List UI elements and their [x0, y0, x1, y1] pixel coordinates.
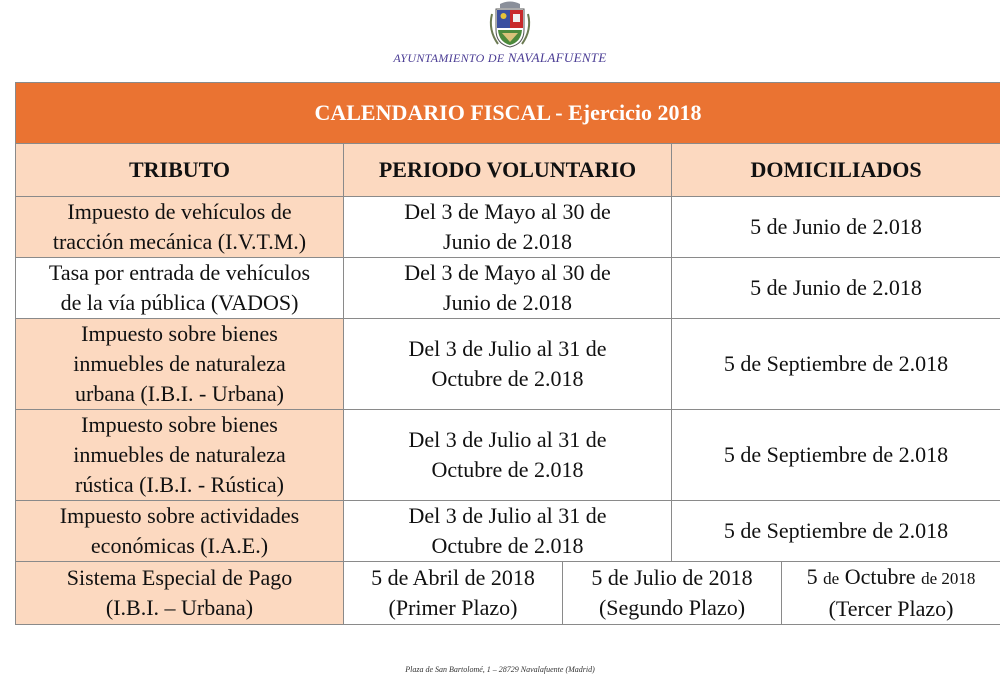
- plazo-label: (Segundo Plazo): [598, 595, 746, 620]
- tributo-line: inmuebles de naturaleza: [73, 351, 286, 376]
- footer-address: Plaza de San Bartolomé, 1 – 28729 Navalafuente (Madrid): [405, 665, 595, 674]
- plazo3-part: de: [823, 569, 840, 588]
- domiciliados-cell: 5 de Septiembre de 2.018: [672, 319, 1000, 410]
- tributo-cell: [16, 258, 344, 319]
- periodo-cell: [344, 410, 672, 501]
- domiciliados-cell: 5 de Junio de 2.018: [672, 197, 1000, 258]
- tributo-cell: [16, 197, 344, 258]
- tributo-line: urbana (I.B.I. - Urbana): [75, 381, 284, 406]
- tributo-line: rústica (I.B.I. - Rústica): [75, 472, 284, 497]
- column-header-periodo: PERIODO VOLUNTARIO: [344, 144, 672, 197]
- periodo-line: Octubre de 2.018: [431, 366, 584, 391]
- tributo-line: Impuesto sobre actividades: [59, 503, 300, 528]
- domiciliados-cell: 5 de Septiembre de 2.018: [672, 501, 1000, 562]
- domiciliados-cell: 5 de Junio de 2.018: [672, 258, 1000, 319]
- periodo-cell: [344, 501, 672, 562]
- periodo-cell: [344, 197, 672, 258]
- plazo-1-cell: [344, 562, 563, 625]
- tributo-cell: [16, 501, 344, 562]
- plazo3-part: de 2018: [921, 569, 976, 588]
- tributo-line: (I.B.I. – Urbana): [105, 595, 254, 620]
- column-header-tributo: TRIBUTO: [16, 144, 344, 197]
- periodo-line: Del 3 de Julio al 31 de: [408, 336, 607, 361]
- fiscal-calendar-table: [15, 82, 1000, 625]
- periodo-line: Octubre de 2.018: [431, 533, 584, 558]
- coat-of-arms-icon: [484, 0, 536, 48]
- periodo-line: Del 3 de Mayo al 30 de: [404, 199, 611, 224]
- periodo-line: Octubre de 2.018: [431, 457, 584, 482]
- tributo-line: inmuebles de naturaleza: [73, 442, 286, 467]
- org-heading: [0, 50, 1000, 66]
- periodo-cell: [344, 258, 672, 319]
- tributo-line: Impuesto de vehículos de: [67, 199, 292, 224]
- tributo-line: Impuesto sobre bienes: [81, 412, 278, 437]
- tributo-line: de la vía pública (VADOS): [60, 290, 299, 315]
- org-prefix: AYUNTAMIENTO DE: [393, 51, 505, 65]
- plazo-date: [786, 562, 996, 594]
- column-header-domiciliados: DOMICILIADOS: [672, 144, 1000, 197]
- tributo-line: Sistema Especial de Pago: [66, 565, 293, 590]
- tributo-cell: [16, 562, 344, 625]
- org-name: NAVALAFUENTE: [507, 50, 607, 65]
- table-row: [16, 501, 1000, 562]
- special-payment-row: [16, 562, 1000, 625]
- table-row: [16, 319, 1000, 410]
- domiciliados-cell: 5 de Septiembre de 2.018: [672, 410, 1000, 501]
- plazo-2-cell: [563, 562, 782, 625]
- tributo-cell: [16, 410, 344, 501]
- plazo-3-cell: [782, 562, 1000, 625]
- plazo3-part: 5: [806, 564, 824, 589]
- plazo-label: (Tercer Plazo): [828, 596, 954, 621]
- periodo-line: Del 3 de Julio al 31 de: [408, 427, 607, 452]
- table-row: [16, 197, 1000, 258]
- tributo-cell: [16, 319, 344, 410]
- plazo-label: (Primer Plazo): [388, 595, 518, 620]
- page-title: CALENDARIO FISCAL - Ejercicio 2018: [16, 83, 1000, 144]
- plazo-date: 5 de Julio de 2018: [591, 565, 753, 590]
- periodo-line: Del 3 de Mayo al 30 de: [404, 260, 611, 285]
- table-row: [16, 410, 1000, 501]
- plazo3-part: Octubre: [839, 564, 922, 589]
- tributo-line: Impuesto sobre bienes: [81, 321, 278, 346]
- table-row: [16, 258, 1000, 319]
- periodo-line: Del 3 de Julio al 31 de: [408, 503, 607, 528]
- periodo-line: Junio de 2.018: [443, 229, 572, 254]
- tributo-line: Tasa por entrada de vehículos: [48, 260, 311, 285]
- tributo-line: tracción mecánica (I.V.T.M.): [52, 229, 307, 254]
- periodo-line: Junio de 2.018: [443, 290, 572, 315]
- header-row: [16, 144, 1000, 197]
- tributo-line: económicas (I.A.E.): [90, 533, 269, 558]
- plazo-date: 5 de Abril de 2018: [371, 565, 535, 590]
- title-row: [16, 83, 1000, 144]
- periodo-cell: [344, 319, 672, 410]
